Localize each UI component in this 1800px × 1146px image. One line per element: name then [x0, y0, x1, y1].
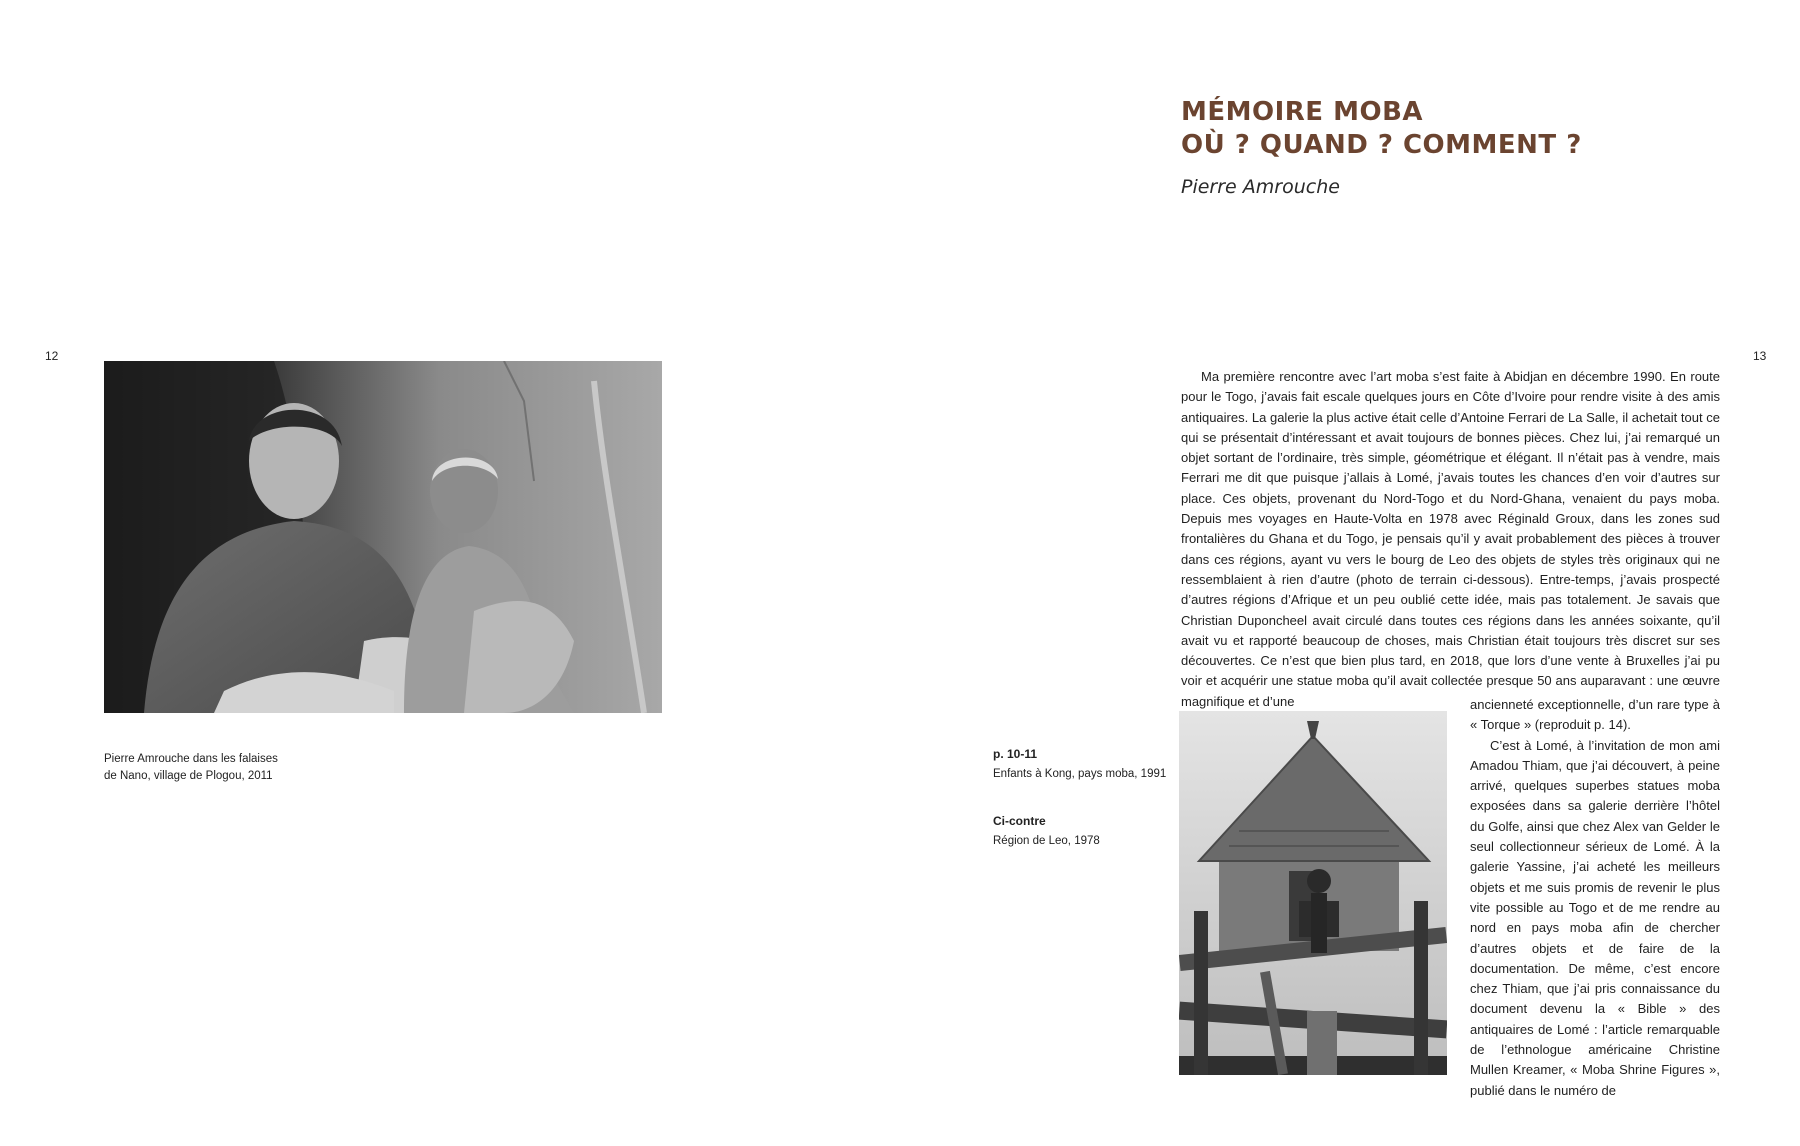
body-text-narrow-column: [1470, 695, 1720, 1101]
reference-caption-2: [993, 813, 1173, 850]
chapter-title-line1: MÉMOIRE MOBA: [1181, 97, 1424, 127]
reference-caption-1-text: Enfants à Kong, pays moba, 1991: [993, 768, 1167, 780]
chapter-title: [1181, 96, 1741, 162]
reference-caption-1-title: p. 10-11: [993, 747, 1038, 761]
chapter-header: [1181, 96, 1741, 198]
body-paragraph-1-continued: ancienneté exceptionnelle, d’un rare type à « Torque » (reproduit p. 14).: [1470, 697, 1720, 733]
body-paragraph-1: Ma première rencontre avec l’art moba s’est faite à Abidjan en décembre 1990. En route pour le Togo, j’avais fait escale quelques jours en Côte d’Ivoire pour rendre visite à des amis antiquaires. La galerie la plus active était celle d’Antoine Ferrari de La Salle, il achetait tout ce qui se présentait d’intéressant et avait toujours de bonnes pièces. Chez lui, j’ai remarqué un objet sortant de l’ordinaire, très simple, géométrique et élégant. Il n’était pas à vendre, mais Ferrari me dit que puisque j’allais à Lomé, j’avais toutes les chances d’en voir d’autres sur place. Ces objets, provenant du Nord-Togo et du Nord-Ghana, venaient du pays moba. Depuis mes voyages en Haute-Volta en 1978 avec Réginald Groux, dans les zones sud frontalières du Ghana et du Togo, je pensais qu’il y avait probablement des pièces à trouver dans ces régions, ayant vu vers le bourg de Leo des objets de styles très originaux qui ne ressemblaient à rien d’autre (photo de terrain ci-dessous). Entre-temps, j’avais prospecté d’autres régions d’Afrique et un peu oublié cette idée, mais pas totalement. Je savais que Christian Duponcheel avait circulé dans toutes ces régions dans les années soixante, qu’il avait vu et rapporté beaucoup de choses, mais Christian était toujours très discret sur ses découvertes. Ce n’est que bien plus tard, en 2018, que lors d’une vente à Bruxelles j’ai pu voir et acquérir une statue moba qu’il avait collectée presque 50 ans auparavant : une œuvre magnifique et d’une: [1181, 369, 1720, 709]
page-number-right: 13: [1753, 349, 1767, 363]
author-name: Pierre Amrouche: [1181, 176, 1340, 198]
portrait-photo: [104, 361, 662, 713]
field-photo: [1179, 711, 1447, 1075]
reference-caption-2-text: Région de Leo, 1978: [993, 835, 1100, 847]
chapter-title-line2: OÙ ? QUAND ? COMMENT ?: [1181, 130, 1582, 160]
page-number-left: 12: [45, 349, 59, 363]
portrait-caption: [104, 751, 304, 785]
reference-caption-1: [993, 746, 1173, 783]
portrait-caption-line1: Pierre Amrouche dans les falaises: [104, 753, 278, 765]
reference-caption-2-title: Ci-contre: [993, 814, 1046, 828]
body-paragraph-2: C’est à Lomé, à l’invitation de mon ami Amadou Thiam, que j’ai découvert, à peine arrivé, quelques superbes statues moba exposées dans sa galerie derrière l’hôtel du Golfe, ainsi que chez Alex van Gelder le seul collectionneur sérieux de Lomé. À la galerie Yassine, j’ai acheté les meilleurs objets et me suis promis de revenir le plus vite possible au Togo et de me rendre au nord en pays moba afin de chercher d’autres objets et de faire de la documentation. De même, c’est encore chez Thiam, que j’ai pris connaissance du document devenu la « Bible » des antiquaires de Lomé : l’article remarquable de l’ethnologue américaine Christine Mullen Kreamer, « Moba Shrine Figures », publié dans le numéro de: [1470, 737, 1720, 1098]
body-text-column: [1181, 367, 1720, 712]
portrait-caption-line2: de Nano, village de Plogou, 2011: [104, 770, 273, 782]
